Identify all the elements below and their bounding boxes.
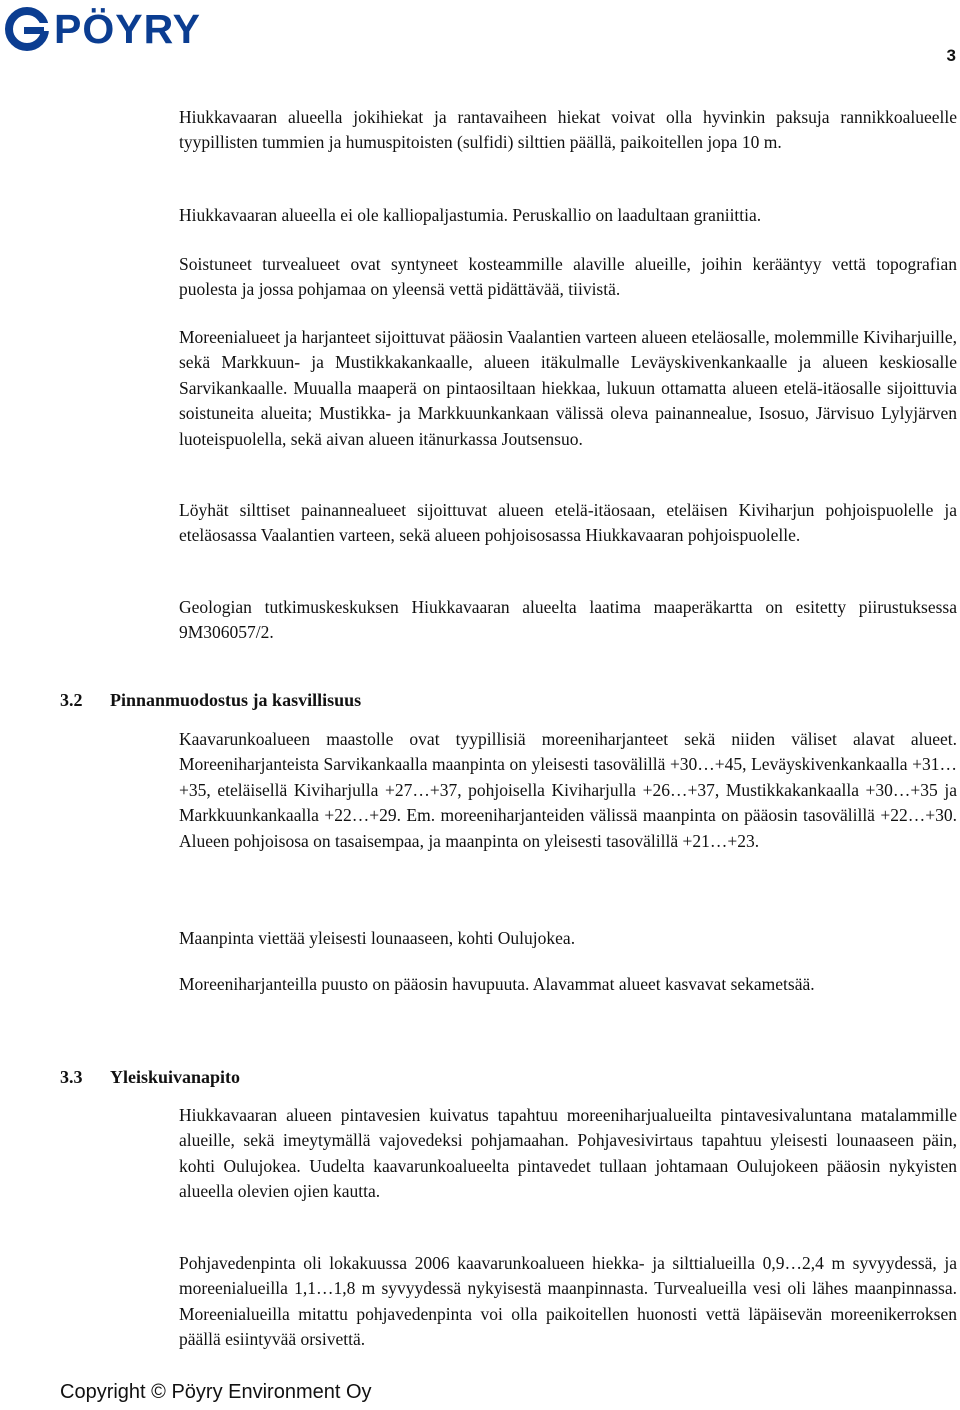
page-number: 3 xyxy=(946,46,956,65)
section-3-3-text xyxy=(179,1251,957,1353)
logo-wordmark: PÖYRY xyxy=(54,6,202,52)
section-heading-3-2 xyxy=(60,690,361,711)
section-3-2-text xyxy=(179,972,957,997)
section-3-3-text xyxy=(179,1103,957,1205)
paragraph: Löyhät silttiset painannealueet sijoittuvat alueen etelä-itäosaan, eteläisen Kiviharjun pohjoispuolelle ja eteläosassa Vaalantien varteen, sekä alueen pohjoisosassa Hiukkavaaran pohjoispuolelle. xyxy=(179,500,957,546)
poyry-logo xyxy=(4,6,201,52)
section-3-2-text xyxy=(179,727,957,854)
paragraph: Hiukkavaaran alueen pintavesien kuivatus tapahtuu moreeniharjualueilta pintavesivaluntana matalammille alueille, sekä imeytymällä vajovedeksi pohjamaahan. Pohjavesivirtaus tapahtuu yleisesti lounaaseen päin, kohti Oulujokea. Uudelta kaavarunkoalueelta pintavedet tullaan johtamaan Oulujokeen pääosin nykyisten alueella olevien ojien kautta. xyxy=(179,1105,957,1202)
section-number: 3.3 xyxy=(60,1067,83,1087)
top-text-block xyxy=(179,252,957,303)
paragraph: Moreenialueet ja harjanteet sijoittuvat pääosin Vaalantien varteen alueen eteläosalle, molemmille Kiviharjuille, sekä Markkuun- ja Mustikkakankaalle, alueen itäkulmalle Leväyskivenkankaalle ja alueen keskiosalle Sarvikankaalle. Muualla maaperä on pintaosiltaan hiekkaa, lukuun ottamatta alueen etelä-itäosalle sijoittuvia soistuneita alueita; Mustikka- ja Markkuunkankaan välissä oleva painannealue, Isosuo, Järvisuo Lylyjärven luoteispuolella, sekä aivan alueen itänurkassa Joutsensuo. xyxy=(179,327,957,449)
poyry-logo-icon xyxy=(4,6,50,52)
top-text-block xyxy=(179,325,957,452)
top-text-block xyxy=(179,498,957,549)
section-3-2-text xyxy=(179,926,957,951)
section-title: Pinnanmuodostus ja kasvillisuus xyxy=(110,690,362,710)
top-text-block xyxy=(179,105,957,156)
paragraph: Kaavarunkoalueen maastolle ovat tyypillisiä moreeniharjanteet sekä niiden väliset alavat alueet. Moreeniharjanteista Sarvikankaalla maanpinta on yleisesti tasovälillä +30…+45, Leväyskivenkankaalla +31…+35, eteläisellä Kiviharjulla +27…+37, pohjoisella Kiviharjulla +26…+37, Mustikkakankaalla +30…+35 ja Markkuunkankaalla +22…+29. Em. moreeniharjanteiden välissä maanpinta on pääosin tasovälillä +22…+30. Alueen pohjoisosa on tasaisempaa, ja maanpinta on yleisesti tasovälillä +21…+23. xyxy=(179,729,957,851)
section-title: Yleiskuivanapito xyxy=(110,1067,241,1087)
section-number: 3.2 xyxy=(60,690,83,710)
top-text-block xyxy=(179,595,957,646)
section-heading-3-3 xyxy=(60,1067,240,1088)
paragraph: Hiukkavaaran alueella jokihiekat ja rantavaiheen hiekat voivat olla hyvinkin paksuja rannikkoalueelle tyypillisten tummien ja humuspitoisten (sulfidi) silttien päällä, paikoitellen jopa 10 m. xyxy=(179,107,957,153)
paragraph: Hiukkavaaran alueella ei ole kalliopaljastumia. Peruskallio on laadultaan graniittia. xyxy=(179,205,762,225)
paragraph: Pohjavedenpinta oli lokakuussa 2006 kaavarunkoalueen hiekka- ja silttialueilla 0,9…2,4 m syvyydessä, ja moreenialueilla 1,1…1,8 m syvyydessä nykyisestä maanpinnasta. Turvealueilla vesi oli lähes maanpinnassa. Moreenialueilla mitattu pohjavedenpinta voi olla paikoitellen huonosti vettä läpäisevän moreenikerroksen päällä esiintyvää orsivettä. xyxy=(179,1253,957,1350)
paragraph: Maanpinta viettää yleisesti lounaaseen, kohti Oulujokea. xyxy=(179,928,576,948)
copyright-footer: Copyright © Pöyry Environment Oy xyxy=(60,1381,372,1403)
paragraph: Geologian tutkimuskeskuksen Hiukkavaaran alueelta laatima maaperäkartta on esitetty piirustuksessa 9M306057/2. xyxy=(179,597,957,643)
paragraph: Moreeniharjanteilla puusto on pääosin havupuuta. Alavammat alueet kasvavat sekametsää. xyxy=(179,974,815,994)
paragraph: Soistuneet turvealueet ovat syntyneet kosteammille alaville alueille, joihin kerääntyy vettä topografian puolesta ja jossa pohjamaa on yleensä vettä pidättävää, tiivistä. xyxy=(179,254,957,300)
top-text-block xyxy=(179,203,957,228)
